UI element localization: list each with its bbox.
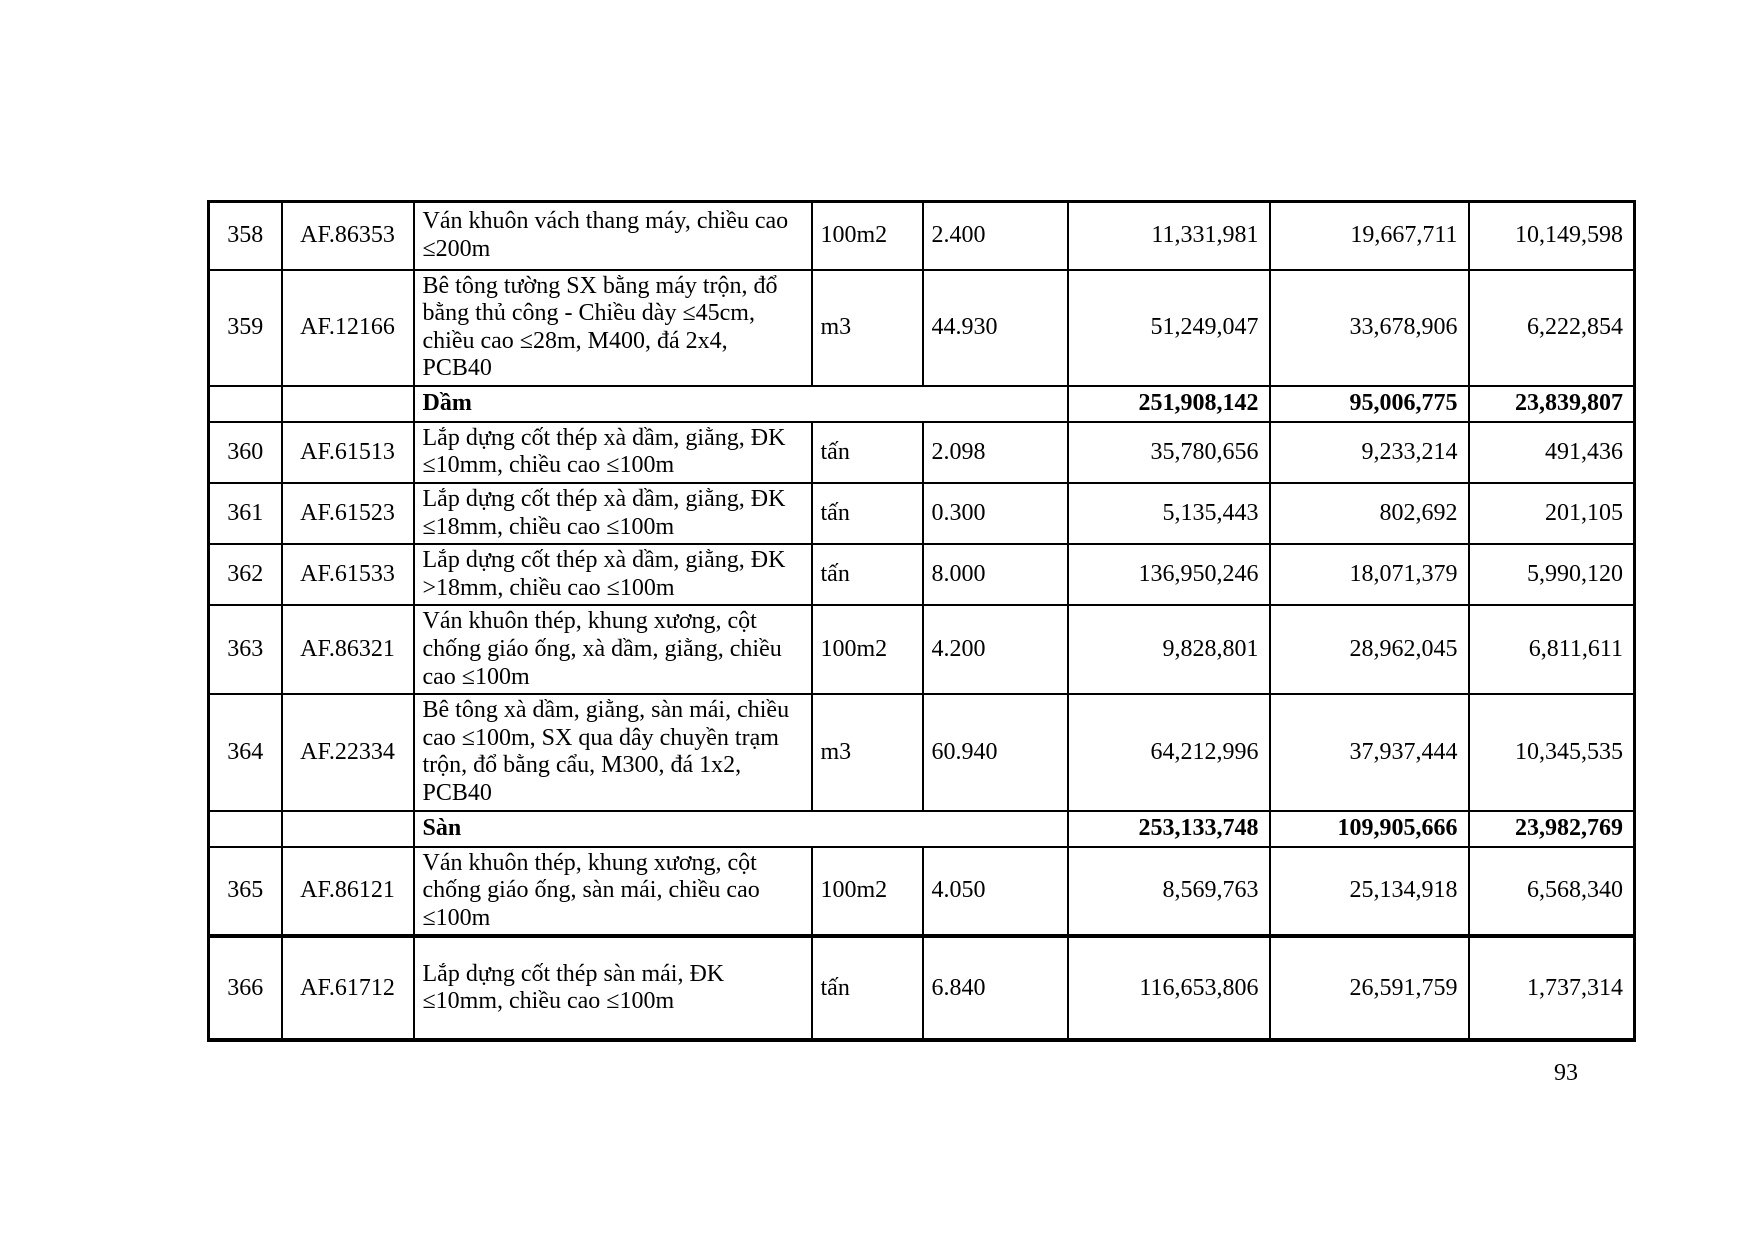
row-number-cell: 365 — [209, 847, 282, 937]
row-number-cell: 364 — [209, 694, 282, 810]
unit-cell: tấn — [812, 544, 923, 605]
description-cell: Bê tông tường SX bằng máy trộn, đổ bằng thủ công - Chiều dày ≤45cm, chiều cao ≤28m, M400, đá 2x4, PCB40 — [414, 270, 812, 386]
unit-cell: tấn — [812, 936, 923, 1040]
group-total-cell: 253,133,748 — [1068, 811, 1270, 847]
code-cell: AF.86121 — [282, 847, 414, 937]
cost-cell: 28,962,045 — [1270, 605, 1469, 694]
cost-cell: 11,331,981 — [1068, 202, 1270, 270]
cost-cell: 116,653,806 — [1068, 936, 1270, 1040]
description-cell: Lắp dựng cốt thép xà dầm, giằng, ĐK ≤10mm, chiều cao ≤100m — [414, 422, 812, 483]
cost-cell: 64,212,996 — [1068, 694, 1270, 810]
cost-cell: 37,937,444 — [1270, 694, 1469, 810]
description-cell: Ván khuôn vách thang máy, chiều cao ≤200m — [414, 202, 812, 270]
description-cell: Ván khuôn thép, khung xương, cột chống giáo ống, sàn mái, chiều cao ≤100m — [414, 847, 812, 937]
description-cell: Lắp dựng cốt thép xà dầm, giằng, ĐK >18mm, chiều cao ≤100m — [414, 544, 812, 605]
cost-cell: 26,591,759 — [1270, 936, 1469, 1040]
code-cell: AF.12166 — [282, 270, 414, 386]
cost-cell: 5,135,443 — [1068, 483, 1270, 544]
group-label-cell: Sàn — [414, 811, 1068, 847]
code-cell — [282, 386, 414, 422]
cost-table-body — [209, 202, 1635, 1041]
code-cell: AF.61712 — [282, 936, 414, 1040]
table-row — [209, 936, 1635, 1040]
quantity-cell: 0.300 — [923, 483, 1068, 544]
table-row — [209, 605, 1635, 694]
quantity-cell: 60.940 — [923, 694, 1068, 810]
table-row — [209, 847, 1635, 937]
row-number-cell: 363 — [209, 605, 282, 694]
quantity-cell: 4.200 — [923, 605, 1068, 694]
unit-cell: tấn — [812, 422, 923, 483]
cost-cell: 6,568,340 — [1469, 847, 1635, 937]
quantity-cell: 8.000 — [923, 544, 1068, 605]
code-cell: AF.61513 — [282, 422, 414, 483]
group-total-row — [209, 811, 1635, 847]
group-label-cell: Dầm — [414, 386, 1068, 422]
unit-cell: m3 — [812, 694, 923, 810]
cost-cell: 9,233,214 — [1270, 422, 1469, 483]
row-number-cell — [209, 386, 282, 422]
cost-cell: 5,990,120 — [1469, 544, 1635, 605]
description-cell: Bê tông xà dầm, giằng, sàn mái, chiều cao ≤100m, SX qua dây chuyền trạm trộn, đổ bằng cẩu, M300, đá 1x2, PCB40 — [414, 694, 812, 810]
page-number: 93 — [1554, 1060, 1578, 1086]
group-total-cell: 23,839,807 — [1469, 386, 1635, 422]
cost-cell: 18,071,379 — [1270, 544, 1469, 605]
quantity-cell: 2.098 — [923, 422, 1068, 483]
group-total-cell: 251,908,142 — [1068, 386, 1270, 422]
unit-cell: tấn — [812, 483, 923, 544]
unit-cell: m3 — [812, 270, 923, 386]
row-number-cell: 360 — [209, 422, 282, 483]
table-row — [209, 270, 1635, 386]
quantity-cell: 6.840 — [923, 936, 1068, 1040]
group-total-cell: 109,905,666 — [1270, 811, 1469, 847]
code-cell — [282, 811, 414, 847]
code-cell: AF.61533 — [282, 544, 414, 605]
cost-cell: 6,222,854 — [1469, 270, 1635, 386]
cost-cell: 136,950,246 — [1068, 544, 1270, 605]
table-row — [209, 483, 1635, 544]
quantity-cell: 2.400 — [923, 202, 1068, 270]
cost-cell: 10,149,598 — [1469, 202, 1635, 270]
row-number-cell: 362 — [209, 544, 282, 605]
cost-cell: 19,667,711 — [1270, 202, 1469, 270]
unit-cell: 100m2 — [812, 202, 923, 270]
quantity-cell: 4.050 — [923, 847, 1068, 937]
cost-cell: 10,345,535 — [1469, 694, 1635, 810]
code-cell: AF.86353 — [282, 202, 414, 270]
cost-cell: 491,436 — [1469, 422, 1635, 483]
cost-cell: 802,692 — [1270, 483, 1469, 544]
cost-cell: 201,105 — [1469, 483, 1635, 544]
table-row — [209, 694, 1635, 810]
cost-cell: 1,737,314 — [1469, 936, 1635, 1040]
cost-cell: 33,678,906 — [1270, 270, 1469, 386]
table-row — [209, 202, 1635, 270]
row-number-cell — [209, 811, 282, 847]
cost-cell: 25,134,918 — [1270, 847, 1469, 937]
group-total-row — [209, 386, 1635, 422]
description-cell: Lắp dựng cốt thép sàn mái, ĐK ≤10mm, chiều cao ≤100m — [414, 936, 812, 1040]
cost-cell: 9,828,801 — [1068, 605, 1270, 694]
row-number-cell: 366 — [209, 936, 282, 1040]
row-number-cell: 358 — [209, 202, 282, 270]
cost-cell: 8,569,763 — [1068, 847, 1270, 937]
code-cell: AF.61523 — [282, 483, 414, 544]
cost-cell: 6,811,611 — [1469, 605, 1635, 694]
cost-cell: 35,780,656 — [1068, 422, 1270, 483]
table-row — [209, 544, 1635, 605]
group-total-cell: 95,006,775 — [1270, 386, 1469, 422]
row-number-cell: 359 — [209, 270, 282, 386]
table-row — [209, 422, 1635, 483]
code-cell: AF.86321 — [282, 605, 414, 694]
quantity-cell: 44.930 — [923, 270, 1068, 386]
unit-cell: 100m2 — [812, 847, 923, 937]
cost-table — [207, 200, 1636, 1042]
group-total-cell: 23,982,769 — [1469, 811, 1635, 847]
row-number-cell: 361 — [209, 483, 282, 544]
code-cell: AF.22334 — [282, 694, 414, 810]
unit-cell: 100m2 — [812, 605, 923, 694]
description-cell: Lắp dựng cốt thép xà dầm, giằng, ĐK ≤18mm, chiều cao ≤100m — [414, 483, 812, 544]
cost-cell: 51,249,047 — [1068, 270, 1270, 386]
description-cell: Ván khuôn thép, khung xương, cột chống giáo ống, xà dầm, giằng, chiều cao ≤100m — [414, 605, 812, 694]
